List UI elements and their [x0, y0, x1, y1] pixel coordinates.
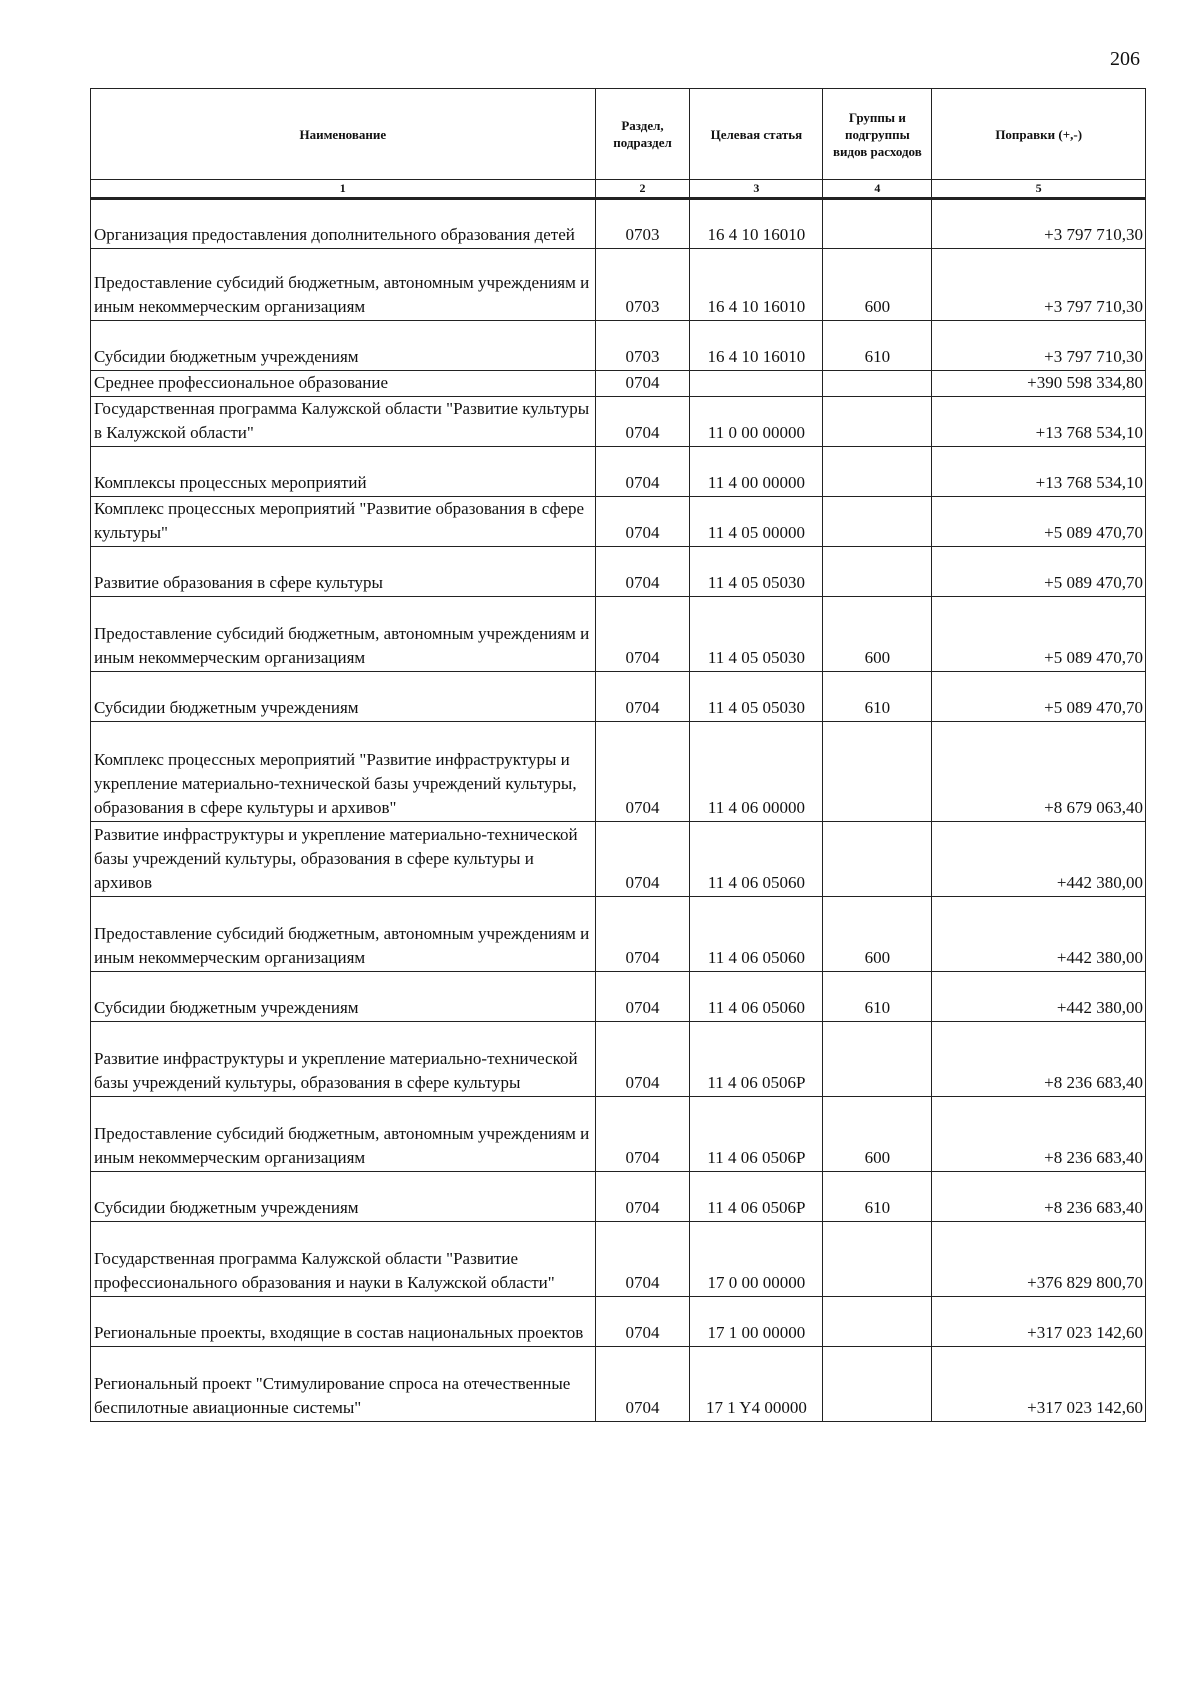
row-section: 0704 [595, 822, 690, 897]
row-amount: +3 797 710,30 [932, 321, 1146, 371]
row-group: 600 [823, 1097, 932, 1172]
row-amount: +13 768 534,10 [932, 397, 1146, 447]
table-row [91, 897, 1146, 972]
row-target: 16 4 10 16010 [690, 199, 823, 249]
row-amount: +13 768 534,10 [932, 447, 1146, 497]
row-name: Субсидии бюджетным учреждениям [91, 672, 596, 722]
row-target: 11 4 05 05030 [690, 672, 823, 722]
table-row [91, 447, 1146, 497]
row-amount: +317 023 142,60 [932, 1297, 1146, 1347]
row-amount: +317 023 142,60 [932, 1347, 1146, 1422]
row-section: 0704 [595, 672, 690, 722]
row-amount: +5 089 470,70 [932, 672, 1146, 722]
row-target: 11 4 00 00000 [690, 447, 823, 497]
table-row [91, 321, 1146, 371]
row-target: 11 4 05 05030 [690, 547, 823, 597]
row-section: 0704 [595, 1222, 690, 1297]
budget-amendments-table [90, 88, 1146, 1422]
row-amount: +3 797 710,30 [932, 249, 1146, 321]
row-name: Предоставление субсидий бюджетным, автономным учреждениям и иным некоммерческим организациям [91, 1097, 596, 1172]
page-number: 206 [1110, 48, 1140, 70]
row-group [823, 1347, 932, 1422]
table-row [91, 597, 1146, 672]
row-name: Предоставление субсидий бюджетным, автономным учреждениям и иным некоммерческим организациям [91, 597, 596, 672]
table-row [91, 1347, 1146, 1422]
row-amount: +5 089 470,70 [932, 547, 1146, 597]
row-name: Государственная программа Калужской области "Развитие культуры в Калужской области" [91, 397, 596, 447]
column-number: 5 [932, 180, 1146, 199]
row-amount: +5 089 470,70 [932, 497, 1146, 547]
row-section: 0704 [595, 1022, 690, 1097]
row-name: Комплексы процессных мероприятий [91, 447, 596, 497]
row-target: 17 1 00 00000 [690, 1297, 823, 1347]
row-target: 11 4 06 00000 [690, 722, 823, 822]
row-section: 0704 [595, 972, 690, 1022]
row-group [823, 497, 932, 547]
row-amount: +8 236 683,40 [932, 1097, 1146, 1172]
table-row [91, 972, 1146, 1022]
table-row [91, 822, 1146, 897]
row-amount: +8 236 683,40 [932, 1172, 1146, 1222]
row-section: 0704 [595, 722, 690, 822]
table-row [91, 722, 1146, 822]
column-number: 2 [595, 180, 690, 199]
table-row [91, 672, 1146, 722]
row-group [823, 1222, 932, 1297]
row-target: 11 4 06 05060 [690, 972, 823, 1022]
header-groups: Группы и подгруппы видов расходов [823, 89, 932, 180]
row-group: 610 [823, 972, 932, 1022]
row-target: 17 1 Y4 00000 [690, 1347, 823, 1422]
header-target: Целевая статья [690, 89, 823, 180]
row-group: 610 [823, 672, 932, 722]
table-row [91, 1172, 1146, 1222]
row-name: Предоставление субсидий бюджетным, автономным учреждениям и иным некоммерческим организациям [91, 249, 596, 321]
row-group: 610 [823, 321, 932, 371]
row-target: 11 4 05 05030 [690, 597, 823, 672]
row-name: Предоставление субсидий бюджетным, автономным учреждениям и иным некоммерческим организациям [91, 897, 596, 972]
table-row [91, 371, 1146, 397]
row-section: 0703 [595, 199, 690, 249]
column-number: 4 [823, 180, 932, 199]
row-section: 0704 [595, 597, 690, 672]
row-target: 16 4 10 16010 [690, 321, 823, 371]
row-group [823, 397, 932, 447]
row-target: 11 4 06 0506P [690, 1172, 823, 1222]
table-row [91, 1022, 1146, 1097]
row-group [823, 1297, 932, 1347]
row-name: Региональный проект "Стимулирование спроса на отечественные беспилотные авиационные системы" [91, 1347, 596, 1422]
table-row [91, 1097, 1146, 1172]
table-row [91, 547, 1146, 597]
row-section: 0704 [595, 897, 690, 972]
row-amount: +8 679 063,40 [932, 722, 1146, 822]
row-name: Развитие инфраструктуры и укрепление материально-технической базы учреждений культуры, образования в сфере культуры [91, 1022, 596, 1097]
row-target [690, 371, 823, 397]
row-target: 11 0 00 00000 [690, 397, 823, 447]
row-amount: +442 380,00 [932, 972, 1146, 1022]
table-row [91, 199, 1146, 249]
row-amount: +8 236 683,40 [932, 1022, 1146, 1097]
row-target: 11 4 05 00000 [690, 497, 823, 547]
row-group: 610 [823, 1172, 932, 1222]
row-name: Развитие образования в сфере культуры [91, 547, 596, 597]
header-amendments: Поправки (+,-) [932, 89, 1146, 180]
row-section: 0704 [595, 371, 690, 397]
column-number: 1 [91, 180, 596, 199]
row-group: 600 [823, 249, 932, 321]
row-section: 0704 [595, 447, 690, 497]
table-row [91, 497, 1146, 547]
row-target: 11 4 06 05060 [690, 822, 823, 897]
header-name: Наименование [91, 89, 596, 180]
row-group [823, 722, 932, 822]
row-group [823, 447, 932, 497]
row-amount: +3 797 710,30 [932, 199, 1146, 249]
row-section: 0704 [595, 1347, 690, 1422]
table-row [91, 1222, 1146, 1297]
row-section: 0704 [595, 497, 690, 547]
row-amount: +5 089 470,70 [932, 597, 1146, 672]
row-amount: +442 380,00 [932, 897, 1146, 972]
row-name: Субсидии бюджетным учреждениям [91, 321, 596, 371]
row-target: 11 4 06 0506P [690, 1022, 823, 1097]
row-group: 600 [823, 597, 932, 672]
table-row [91, 249, 1146, 321]
row-group [823, 199, 932, 249]
row-name: Организация предоставления дополнительного образования детей [91, 199, 596, 249]
table-row [91, 1297, 1146, 1347]
row-section: 0704 [595, 1172, 690, 1222]
row-target: 11 4 06 0506P [690, 1097, 823, 1172]
row-target: 16 4 10 16010 [690, 249, 823, 321]
row-name: Комплекс процессных мероприятий "Развитие образования в сфере культуры" [91, 497, 596, 547]
row-section: 0704 [595, 1297, 690, 1347]
row-group [823, 547, 932, 597]
row-section: 0703 [595, 321, 690, 371]
row-section: 0704 [595, 397, 690, 447]
row-group [823, 1022, 932, 1097]
row-section: 0704 [595, 547, 690, 597]
row-name: Государственная программа Калужской области "Развитие профессионального образования и науки в Калужской области" [91, 1222, 596, 1297]
row-name: Субсидии бюджетным учреждениям [91, 1172, 596, 1222]
row-target: 17 0 00 00000 [690, 1222, 823, 1297]
row-amount: +390 598 334,80 [932, 371, 1146, 397]
row-section: 0704 [595, 1097, 690, 1172]
row-name: Региональные проекты, входящие в состав национальных проектов [91, 1297, 596, 1347]
row-name: Среднее профессиональное образование [91, 371, 596, 397]
header-section: Раздел, подраздел [595, 89, 690, 180]
row-group [823, 371, 932, 397]
row-name: Комплекс процессных мероприятий "Развитие инфраструктуры и укрепление материально-технической базы учреждений культуры, образования в сфере культуры и архивов" [91, 722, 596, 822]
row-amount: +376 829 800,70 [932, 1222, 1146, 1297]
row-section: 0703 [595, 249, 690, 321]
column-number: 3 [690, 180, 823, 199]
row-name: Субсидии бюджетным учреждениям [91, 972, 596, 1022]
row-name: Развитие инфраструктуры и укрепление материально-технической базы учреждений культуры, образования в сфере культуры и архивов [91, 822, 596, 897]
row-target: 11 4 06 05060 [690, 897, 823, 972]
table-row [91, 397, 1146, 447]
row-group [823, 822, 932, 897]
row-amount: +442 380,00 [932, 822, 1146, 897]
row-group: 600 [823, 897, 932, 972]
